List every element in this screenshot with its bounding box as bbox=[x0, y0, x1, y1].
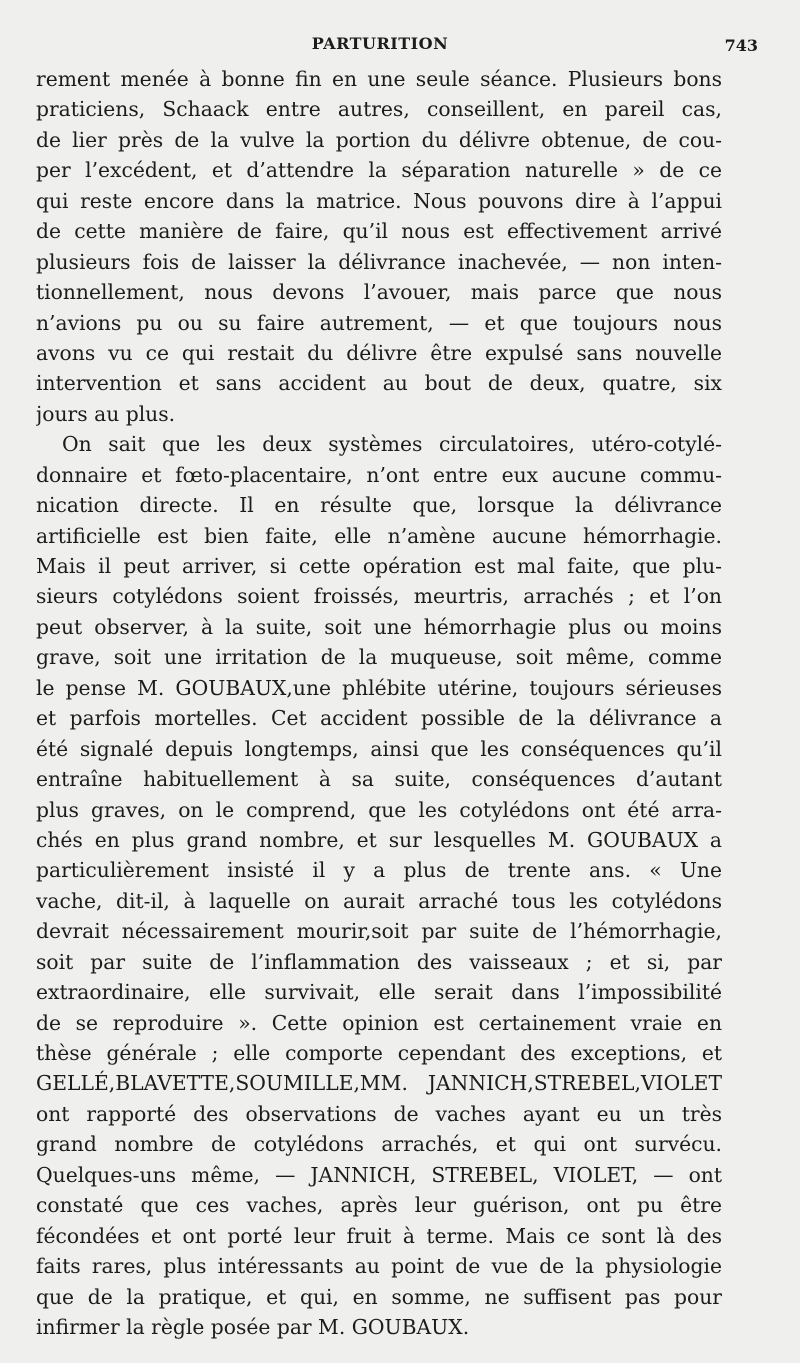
text-line: devrait nécessairement mourir,soit par suite de l’hémorrhagie, bbox=[36, 919, 722, 944]
text-line: ont rapporté des observations de vaches ayant eu un très bbox=[36, 1101, 722, 1126]
text-line: rement menée à bonne fin en une seule séance. Plusieurs bons bbox=[36, 67, 722, 91]
text-line: extraordinaire, elle survivait, elle serait dans l’impossibilité bbox=[36, 980, 722, 1005]
text-line: chés en plus grand nombre, et sur lesquelles M. GOUBAUX a bbox=[36, 827, 722, 852]
text-line: grave, soit une irritation de la muqueuse, soit même, comme bbox=[36, 645, 722, 670]
text-line: de cette manière de faire, qu’il nous est effectivement arrivé bbox=[36, 219, 722, 244]
text-line: peut observer, à la suite, soit une hémorrhagie plus ou moins bbox=[36, 614, 722, 639]
text-line: per l’excédent, et d’attendre la séparation naturelle » de ce bbox=[36, 158, 722, 183]
text-line: donnaire et fœto-placentaire, n’ont entre eux aucune commu- bbox=[36, 462, 722, 487]
text-line: entraîne habituellement à sa suite, conséquences d’autant bbox=[36, 767, 722, 792]
text-line: avons vu ce qui restait du délivre être expulsé sans nouvelle bbox=[36, 340, 722, 365]
running-title: PARTURITION bbox=[311, 34, 449, 53]
body-text bbox=[36, 64, 722, 1342]
text-line: n’avions pu ou su faire autrement, — et que toujours nous bbox=[36, 310, 722, 335]
text-line: grand nombre de cotylédons arrachés, et qui ont survécu. bbox=[36, 1132, 722, 1157]
text-line: constaté que ces vaches, après leur guérison, ont pu être bbox=[36, 1193, 722, 1218]
text-line: fécondées et ont porté leur fruit à terme. Mais ce sont là des bbox=[36, 1223, 722, 1248]
text-line: été signalé depuis longtemps, ainsi que les conséquences qu’il bbox=[36, 736, 722, 761]
text-line: particulièrement insisté il y a plus de trente ans. « Une bbox=[36, 858, 722, 883]
text-line: Quelques-uns même, — JANNICH, STREBEL, VIOLET, — ont bbox=[36, 1162, 722, 1187]
text-line: tionnellement, nous devons l’avouer, mais parce que nous bbox=[36, 280, 722, 305]
text-line: plus graves, on le comprend, que les cotylédons ont été arra- bbox=[36, 797, 722, 822]
text-line: que de la pratique, et qui, en somme, ne suffisent pas pour bbox=[36, 1284, 722, 1309]
text-line: thèse générale ; elle comporte cependant des exceptions, et bbox=[36, 1041, 722, 1065]
page-number: 743 bbox=[724, 36, 758, 55]
text-line: de se reproduire ». Cette opinion est certainement vraie en bbox=[36, 1010, 722, 1035]
text-line: faits rares, plus intéressants au point de vue de la physiologie bbox=[36, 1254, 722, 1279]
text-line: qui reste encore dans la matrice. Nous pouvons dire à l’appui bbox=[36, 188, 722, 213]
running-head bbox=[0, 34, 800, 58]
text-line: artificielle est bien faite, elle n’amène aucune hémorrhagie. bbox=[36, 523, 722, 548]
paragraph-last-line: infirmer la règle posée par M. GOUBAUX. bbox=[36, 1314, 470, 1339]
text-line: plusieurs fois de laisser la délivrance inachevée, — non inten- bbox=[36, 249, 722, 274]
text-line: Mais il peut arriver, si cette opération est mal faite, que plu- bbox=[36, 554, 722, 578]
text-line: de lier près de la vulve la portion du délivre obtenue, de cou- bbox=[36, 127, 722, 152]
text-line: et parfois mortelles. Cet accident possible de la délivrance a bbox=[36, 706, 722, 731]
text-line: nication directe. Il en résulte que, lorsque la délivrance bbox=[36, 493, 722, 518]
text-line: GELLÉ,BLAVETTE,SOUMILLE,MM. JANNICH,STREBEL,VIOLET bbox=[36, 1071, 722, 1096]
text-line: sieurs cotylédons soient froissés, meurtris, arrachés ; et l’on bbox=[36, 584, 722, 609]
text-line: praticiens, Schaack entre autres, conseillent, en pareil cas, bbox=[36, 97, 722, 122]
paragraph-first-line: On sait que les deux systèmes circulatoires, utéro-cotylé- bbox=[62, 432, 722, 457]
text-line: intervention et sans accident au bout de deux, quatre, six bbox=[36, 371, 722, 396]
text-line: soit par suite de l’inflammation des vaisseaux ; et si, par bbox=[36, 949, 722, 974]
paragraph-last-line: jours au plus. bbox=[36, 401, 176, 426]
text-line: le pense M. GOUBAUX,une phlébite utérine, toujours sérieuses bbox=[36, 675, 722, 700]
text-line: vache, dit-il, à laquelle on aurait arraché tous les cotylédons bbox=[36, 888, 722, 913]
